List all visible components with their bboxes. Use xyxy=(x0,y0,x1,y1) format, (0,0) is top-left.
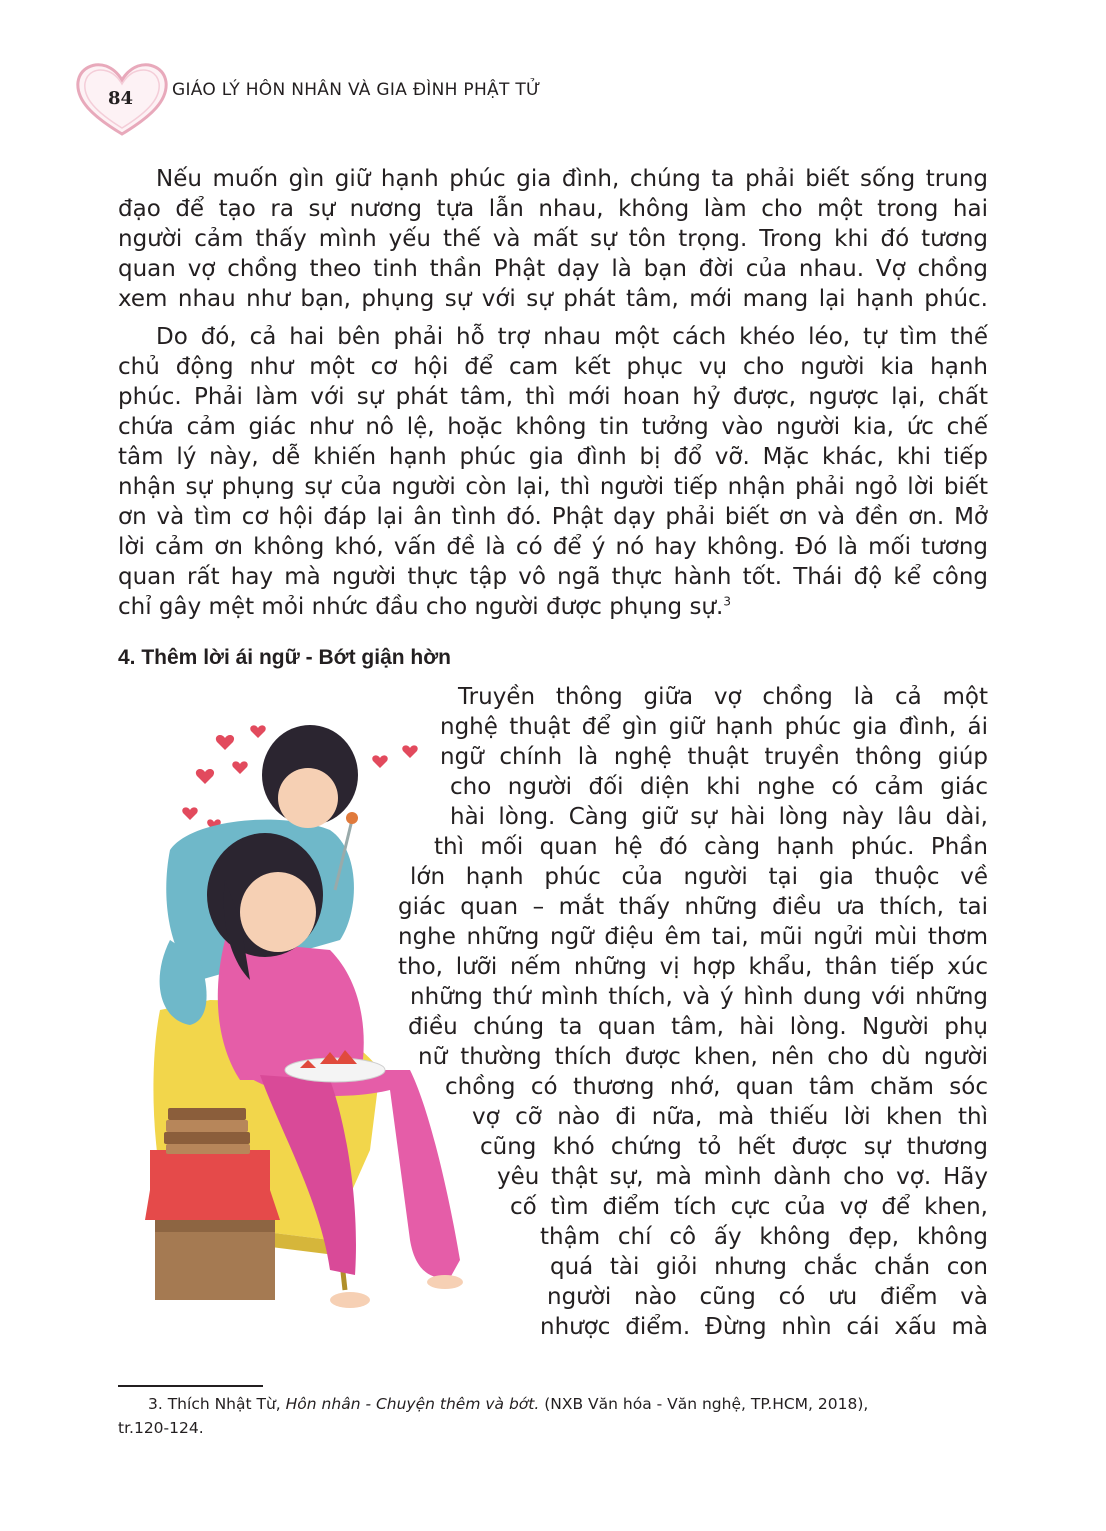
text-line: Nếu muốn gìn giữ hạnh phúc gia đình, chúng ta phải biết sống trung xyxy=(156,166,988,192)
text-line: nhận sự phụng sự của người còn lại, thì người tiếp nhận phải ngỏ lời biết xyxy=(118,474,988,500)
running-title: GIÁO LÝ HÔN NHÂN VÀ GIA ĐÌNH PHẬT TỬ xyxy=(172,80,541,100)
text-line: nhược điểm. Đừng nhìn cái xấu mà xyxy=(540,1314,988,1340)
text-line: thì mối quan hệ đó càng hạnh phúc. Phần xyxy=(434,834,988,860)
footnote-line: 3. Thích Nhật Từ, Hôn nhân - Chuyện thêm và bớt. (NXB Văn hóa - Văn nghệ, TP.HCM, 2018), xyxy=(148,1395,869,1413)
text-line: quan rất hay mà người thực tập vô ngã thực hành tốt. Thái độ kể công xyxy=(118,564,988,590)
section-heading: 4. Thêm lời ái ngữ - Bớt giận hờn xyxy=(118,646,452,669)
footnote xyxy=(118,1392,988,1440)
text-line: cũng khó chứng tỏ hết được sự thương xyxy=(480,1134,988,1160)
text-line: nghe những ngữ điệu êm tai, mũi ngửi mùi thơm xyxy=(398,924,988,950)
text-line: hài lòng. Càng giữ sự hài lòng này lâu dài, xyxy=(450,804,988,830)
text-line: điều chúng ta quan tâm, hài lòng. Người phụ xyxy=(408,1014,988,1040)
text-line: người nào cũng có ưu điểm và xyxy=(547,1284,988,1310)
paragraph-1 xyxy=(118,164,988,314)
text-line: lớn hạnh phúc của người tại gia thuộc về xyxy=(410,864,988,890)
text-line: chứa cảm giác như nô lệ, hoặc không tin tưởng vào người kia, ức chế xyxy=(118,414,988,440)
page-number: 84 xyxy=(108,88,134,109)
text-line: người cảm thấy mình yếu thế và mất sự tôn trọng. Trong khi đó tương xyxy=(118,226,988,252)
text-line: xem nhau như bạn, phụng sự với sự phát tâm, mới mang lại hạnh phúc. xyxy=(118,286,988,312)
text-line: ơn và tìm cơ hội đáp lại ân tình đó. Phật dạy phải biết ơn và đền ơn. Mở xyxy=(118,504,988,530)
text-line: yêu thật sự, mà mình dành cho vợ. Hãy xyxy=(497,1164,988,1190)
paragraph-2 xyxy=(118,322,988,622)
footnote-ref[interactable]: 3 xyxy=(723,594,731,609)
text-line: chủ động như một cơ hội để cam kết phục vụ cho người kia hạnh xyxy=(118,354,988,380)
text-line: vợ cỡ nào đi nữa, mà thiếu lời khen thì xyxy=(472,1104,988,1130)
text-line: nghệ thuật để gìn giữ hạnh phúc gia đình, ái xyxy=(440,714,988,740)
page-header xyxy=(72,58,1072,138)
text-line: đạo để tạo ra sự nương tựa lẫn nhau, không làm cho một trong hai xyxy=(118,196,988,222)
footnote-line: tr.120-124. xyxy=(118,1419,204,1437)
text-line: chỉ gây mệt mỏi nhức đầu cho người được phụng sự.$^3$ xyxy=(118,594,731,620)
text-line: Do đó, cả hai bên phải hỗ trợ nhau một cách khéo léo, tự tìm thế xyxy=(156,324,988,350)
text-line: cho người đối diện khi nghe có cảm giác xyxy=(450,774,988,800)
text-line: quan vợ chồng theo tinh thần Phật dạy là bạn đời của nhau. Vợ chồng xyxy=(118,256,988,282)
text-line: phúc. Phải làm với sự phát tâm, thì mới hoan hỷ được, ngược lại, chất xyxy=(118,384,988,410)
text-line: cố tìm điểm tích cực của vợ để khen, xyxy=(510,1194,988,1220)
footnote-divider xyxy=(118,1385,263,1387)
text-line: tho, lưỡi nếm những vị hợp khẩu, thân tiếp xúc xyxy=(398,954,988,980)
text-line: quá tài giỏi nhưng chắc chắn con xyxy=(550,1254,988,1280)
text-line: nữ thường thích được khen, nên cho dù người xyxy=(418,1044,988,1070)
text-line: chồng có thương nhớ, quan tâm chăm sóc xyxy=(445,1074,988,1100)
text-line: lời cảm ơn không khó, vấn đề là có để ý nó hay không. Đó là mối tương xyxy=(118,534,988,560)
text-line: những thứ mình thích, và ý hình dung với những xyxy=(410,984,988,1010)
text-line: giác quan – mắt thấy những điều ưa thích, tai xyxy=(398,894,988,920)
text-line: thậm chí cô ấy không đẹp, không xyxy=(540,1224,988,1250)
text-line: tâm lý này, dễ khiến hạnh phúc gia đình bị đổ vỡ. Mặc khác, khi tiếp xyxy=(118,444,988,470)
text-line: Truyền thông giữa vợ chồng là cả một xyxy=(458,684,988,710)
text-line: ngữ chính là nghệ thuật truyền thông giúp xyxy=(440,744,988,770)
